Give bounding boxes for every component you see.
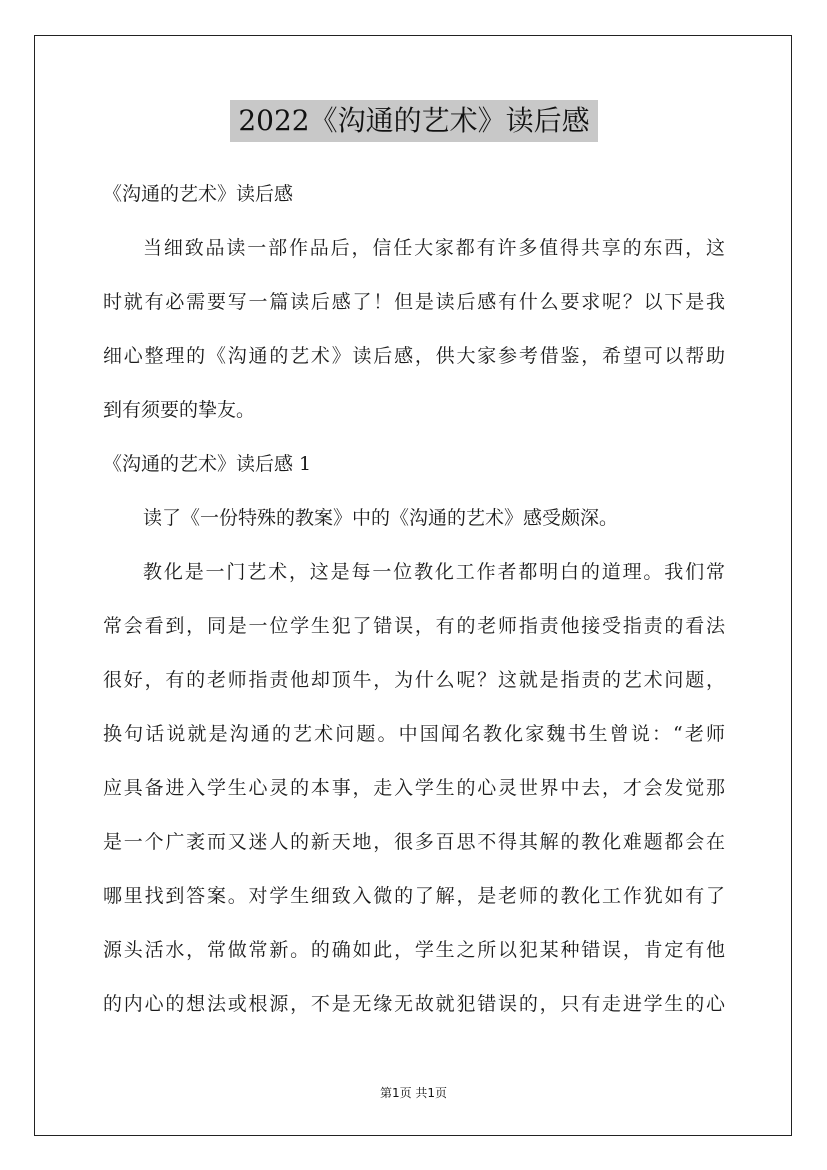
page-footer: 第1页 共1页 [379,1086,448,1100]
intro-line: 到有须要的挚友。 [103,399,256,421]
body-line: 的内心的想法或根源，不是无缘无故就犯错误的，只有走进学生的心 [103,993,725,1015]
intro-line: 时就有必需要写一篇读后感了！但是读后感有什么要求呢？以下是我 [103,291,725,313]
section-heading: 《沟通的艺术》读后感 1 [103,453,312,475]
body-line: 常会看到，同是一位学生犯了错误，有的老师指责他接受指责的看法 [103,615,725,637]
body-line: 哪里找到答案。对学生细致入微的了解，是老师的教化工作犹如有了 [103,885,725,907]
body-line: 教化是一门艺术，这是每一位教化工作者都明白的道理。我们常 [143,561,725,583]
body-line: 很好，有的老师指责他却顶牛，为什么呢？这就是指责的艺术问题， [103,669,725,691]
intro-line: 细心整理的《沟通的艺术》读后感，供大家参考借鉴，希望可以帮助 [103,345,725,367]
body-line: 换句话说就是沟通的艺术问题。中国闻名教化家魏书生曾说：“老师 [103,723,725,745]
document-title: 2022《沟通的艺术》读后感 [230,100,598,142]
body-line: 是一个广袤而又迷人的新天地，很多百思不得其解的教化难题都会在 [103,831,725,853]
subtitle: 《沟通的艺术》读后感 [103,183,294,205]
body-line: 源头活水，常做常新。的确如此，学生之所以犯某种错误，肯定有他 [103,939,725,961]
intro-line: 当细致品读一部作品后，信任大家都有许多值得共享的东西，这 [143,237,725,259]
section-intro: 读了《一份特殊的教案》中的《沟通的艺术》感受颇深。 [143,507,619,529]
body-line: 应具备进入学生心灵的本事，走入学生的心灵世界中去，才会发觉那 [103,777,725,799]
